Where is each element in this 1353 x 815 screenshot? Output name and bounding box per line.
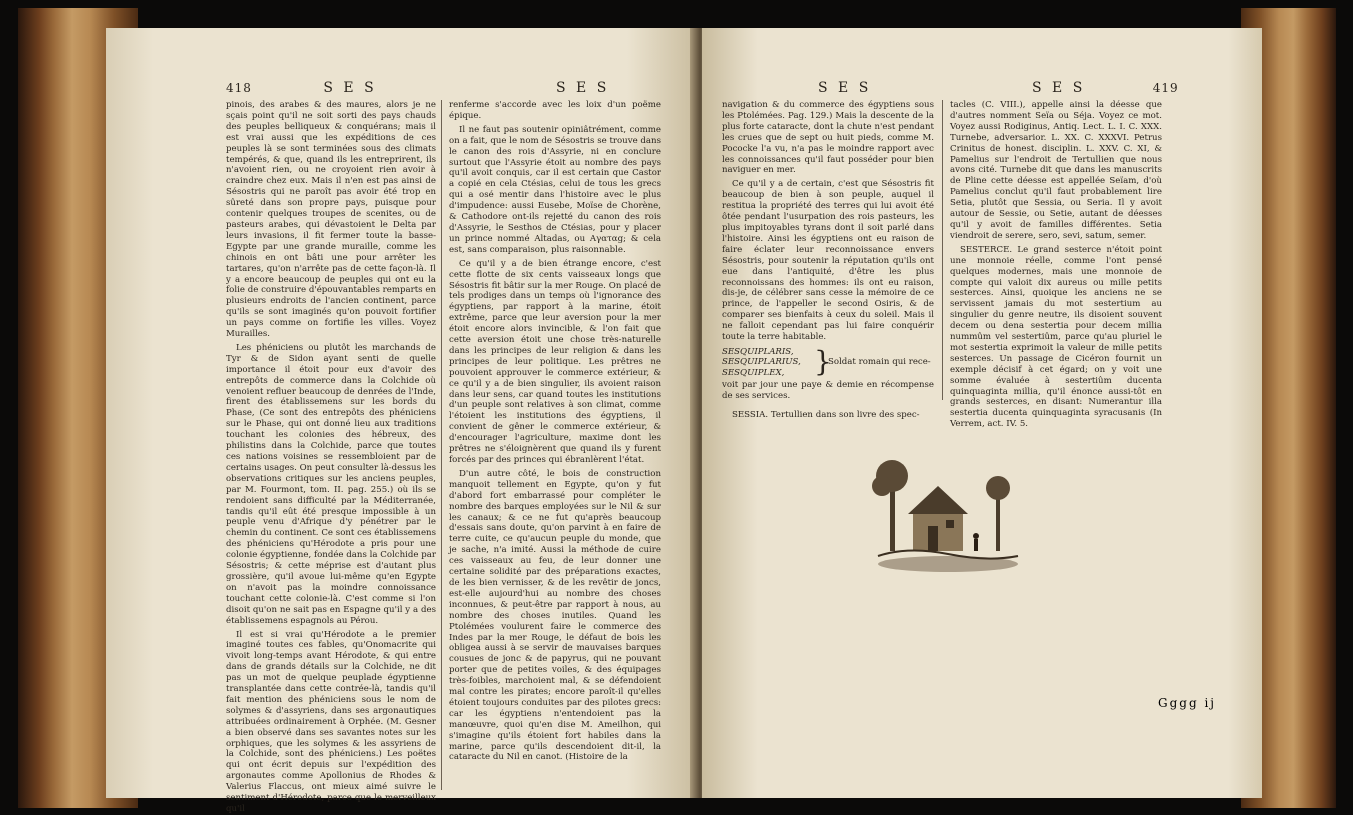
- brace-symbol: }: [814, 344, 832, 378]
- right-page-number: 419: [1152, 81, 1179, 95]
- book-spread: [18, 8, 1336, 814]
- sesqui-entry: [722, 344, 934, 379]
- right-page-header: [1032, 80, 1179, 96]
- paragraph: Ce qu'il y a de bien étrange encore, c'est cette flotte de six cents vaisseaux longs que Sésostris fit bâtir sur la mer Rouge. On placé de tels prodiges dans un temps où l'ignorance des égyptiens, par rapport à la marine, étoit extrême, parce que leur aversion pour la mer étoit encore alors invincible, & l'on fait que cette aversion étoit une chose très-naturelle dans les principes de leur religion & dans les principes de leur politique. Les prêtres ne pouvoient approuver le commerce extérieur, & ce qu'il y a de bien singulier, ils avoient raison dans leur sens, car quand toutes les institutions d'un peuple sont relatives à son climat, comme l'étoient les institutions des égyptiens, il convient de gêner le commerce extérieur, & d'encourager l'agriculture, maxime dont les prêtres ne s'éloignèrent que quand ils y furent forcés par des princes qui ébranlèrent l'état.: [449, 258, 661, 465]
- right-header-word-2: S E S: [1032, 80, 1086, 96]
- right-page-column-2: [950, 100, 1162, 430]
- paragraph: Les phéniciens ou plutôt les marchands de Tyr & de Sidon ayant senti de quelle importance il étoit pour eux d'avoir des entrepôts de commerce dans la Colchide où venoient refluer beaucoup de denrées de l'Inde, firent des établissemens sur les bords du Phase, (Ce sont des entrepôts des phéniciens sur le Phase, qui ont donné lieu aux traditions touchant les colonies des hébreux, des philistins dans la Colchide, parce que toutes ces nations voisines se ressembloient par de certains usages. On peut consulter là-dessus les observations critiques sur les anciens peuples, par M. Fourmont, tom. II. pag. 255.) où ils se rendoient sans difficulté par la Méditerranée, tandis qu'il eût été presque impossible à un peuple venu d'Afrique d'y pénétrer par le chemin du continent. Ce sont ces établissemens des phéniciens qu'Hérodote a pris pour une colonie égyptienne, fondée dans la Colchide par Sésostris; & cette méprise est d'autant plus grossière, qu'il avoue lui-même qu'en Egypte on n'avoit pas la moindre connoissance touchant cette colonie-là. C'est comme si l'on disoit qu'on ne sait pas en Espagne qu'il y a des établissemens espagnols au Pérou.: [226, 342, 436, 626]
- paragraph: renferme s'accorde avec les loix d'un poëme épique.: [449, 100, 661, 121]
- right-header-word-1: S E S: [818, 80, 872, 96]
- sesqui-gloss: Soldat romain qui rece-: [828, 356, 931, 367]
- paragraph: pinois, des arabes & des maures, alors je ne sçais point qu'il ne soit sorti des pays chauds des peuples belliqueux & conquérans; mais il est vrai aussi que les expéditions de ces peuples là se sont terminées sous des climats tempérés, & que, quand ils les entreprirent, ils n'avoient rien, ou ne croyoient rien avoir à craindre chez eux. Mais il n'en est pas ainsi de Sésostris qui ne paroît pas avoir été trop en sûreté dans son propre pays, puisque pour contenir quelques troupes de scenites, ou de pasteurs arabes, qui dévastoient le Delta par leurs invasions, il fit fermer toute la basse-Egypte par une grande muraille, comme les chinois en ont bâti une pour arrêter les tartares, qu'on n'arrête pas de cette façon-là. Il y a encore beaucoup de peuples qui ont eu la folie de construire d'épouvantables remparts en plusieurs endroits de l'ancien continent, parce qu'ils se sont imaginés qu'on pouvoit fortifier un pays comme on fortifie les villes. Voyez Murailles.: [226, 100, 436, 340]
- engraved-vignette-image: [868, 456, 1028, 576]
- left-page: [106, 28, 698, 814]
- left-page-number: 418: [226, 81, 252, 95]
- right-page: [702, 28, 1262, 798]
- sesqui-headword: SESQUIPLARIS,: [722, 346, 794, 357]
- column-divider: [441, 100, 442, 790]
- left-header-word-2: S E S: [556, 80, 610, 96]
- left-page-column-1: [226, 100, 436, 814]
- right-page-column-1: [722, 100, 934, 790]
- paragraph: tacles (C. VIII.), appelle ainsi la déesse que d'autres nomment Seïa ou Séja. Voyez ce mot. Voyez aussi Rodiginus, Antiq. Lect. L. I. C. XXX. Turnebe, adversarior. L. XX. C. XXXVI. Petrus Crinitus de honest. disciplin. L. XXV. C. XI, & Pamelius sur l'endroit de Tertullien que nous avons cité. Turnebe dit que dans les manuscrits de Pline cette déesse est appellée Seïam, d'où Pamelius conclut qu'il faut probablement lire Setia, plutôt que Sessia, ou Seria. Il y avoit autour de Sessie, ou Setie, autant de déesses qu'il y avoit de familles différentes. Setia viendroit de serere, sero, sevi, satum, semer.: [950, 100, 1162, 241]
- paragraph: Il est si vrai qu'Hérodote a le premier imaginé toutes ces fables, qu'Onomacrite qui vivoit long-temps avant Hérodote, & qui entre dans de grands détails sur la Colchide, ne dit pas un mot de quelque peuplade égyptienne transplantée dans cette contrée-là, tandis qu'il fait mention des phéniciens sous le nom de solymes & d'assyriens, dans ses argonautiques attribuées ordinairement à Orphée. (M. Gesner a bien observé dans ses savantes notes sur les orphiques, que les solymes & les assyriens de la Colchide, sont des phéniciens.) Les poëtes qui ont écrit depuis sur l'expédition des argonautes comme Apollonius de Rhodes & Valerius Flaccus, ont mieux aimé suivre le sentiment d'Hérodote, parce que le merveilleux qu'il: [226, 629, 436, 814]
- sesqui-headword: SESQUIPLARIUS,: [722, 357, 801, 368]
- paragraph: D'un autre côté, le bois de construction manquoit tellement en Egypte, qu'on y fut d'abord fort embarrassé pour compléter le nombre des barques employées sur le Nil & sur les canaux; & ce ne fut qu'après beaucoup d'essais sans doute, qu'on parvint à en faire de terre cuite, ce qu'aucun peuple du monde, que je sache, n'a imité. Aussi la méthode de cuire ces vaisseaux au feu, de leur donner une certaine solidité par des préparations exactes, de les bien vernisser, & de les revêtir de joncs, est-elle aujourd'hui au nombre des choses inconnues, & peut-être par rapport à nous, au nombre des choses inutiles. Quand les Ptolémées voulurent faire le commerce des Indes par la mer Rouge, le défaut de bois les obligea aussi à se servir de mauvaises barques cousues de jonc & de papyrus, qui ne pouvant porter que de petites voiles, & des équipages très-foibles, marchoient mal, & se défendoient mal contre les pirates; encore paroît-il qu'elles étoient toujours conduites par des pilotes grecs: car les égyptiens n'entendoient pas la manœuvre, quoi qu'en dise M. Ameilhon, qui s'imagine qu'ils étoient fort habiles dans la marine, parce qu'ils descendoient dit-il, la cataracte du Nil en canot. (Histoire de la: [449, 468, 661, 763]
- signature-mark: Gggg ij: [1158, 696, 1217, 710]
- left-page-column-2: [449, 100, 661, 790]
- paragraph: Il ne faut pas soutenir opiniâtrément, comme on a fait, que le nom de Sésostris se trouve dans le canon des rois d'Assyrie, ni en conclure surtout que l'Assyrie étoit au nombre des pays qu'il avoit conquis, car il est certain que Castor a copié en cela Ctésias, celui de tous les grecs qui a osé mentir dans l'histoire avec le plus d'impudence: aussi Eusebe, Moïse de Chorène, & Cathodore ont-ils rejetté du canon des rois d'Assyrie, le Sesthos de Ctésias, pour y placer un prince nommé Altadas, ou Aγαταg; & cela est, sans comparaison, plus raisonnable.: [449, 124, 661, 255]
- column-divider: [942, 100, 943, 400]
- sessia-entry: SESSIA. Tertullien dans son livre des spec-: [732, 410, 920, 421]
- paragraph: navigation & du commerce des égyptiens sous les Ptolémées. Pag. 129.) Mais la descente de la plus forte cataracte, dont la chute n'est pendant les crues que de sept ou huit pieds, comme M. Pococke l'a vu, n'a pas le moindre rapport avec les connoissances qu'il faut posséder pour bien naviguer en mer.: [722, 100, 934, 176]
- sesqui-headword: SESQUIPLEX,: [722, 367, 785, 378]
- paragraph: voit par jour une paye & demie en récompense de ses services.: [722, 380, 934, 402]
- paragraph: SESTERCE. Le grand sesterce n'étoit point une monnoie réelle, comme l'ont pensé quelques modernes, mais une monnoie de compte qui valoit dix aureus ou mille petits sesterces. Ainsi, quoique les anciens ne se servissent jamais du mot sestertium au singulier du genre neutre, ils disoient souvent decem ou dena sestertia pour decem millia nummûm vel sestertiûm, parce qu'au pluriel le mot sestertia exprimoit la valeur de mille petits sesterces. Un passage de Cicéron fournit un exemple décisif à cet égard; on y voit une somme évaluée à sestertiûm ducenta quinquaginta millia, qu'il énonce aussi-tôt en grands sesterces, en disant: Numerantur illa sestertia ducenta quinquaginta syracusanis (In Verrem, act. IV. 5.: [950, 244, 1162, 430]
- paragraph: Ce qu'il y a de certain, c'est que Sésostris fit beaucoup de bien à son peuple, auquel il restitua la propriété des terres qui lui avoit été ôtée pendant l'usurpation des rois pasteurs, les plus impitoyables tyrans dont il soit parlé dans l'histoire. Ainsi les égyptiens ont eu raison de faire éclater leur reconnoissance envers Sésostris, pour soutenir la réputation qu'ils ont eue dans l'antiquité, d'être les plus reconnoissans des hommes: ils ont eu raison, dis-je, de célébrer sans cesse la mémoire de ce prince, de l'appeller le second Osiris, & de comparer ses bienfaits à ceux du soleil. Mais il ne falloit cependant pas lui faire conquérir toute la terre habitable.: [722, 179, 934, 343]
- left-header-word-1: S E S: [323, 80, 377, 96]
- left-page-header: [226, 80, 377, 96]
